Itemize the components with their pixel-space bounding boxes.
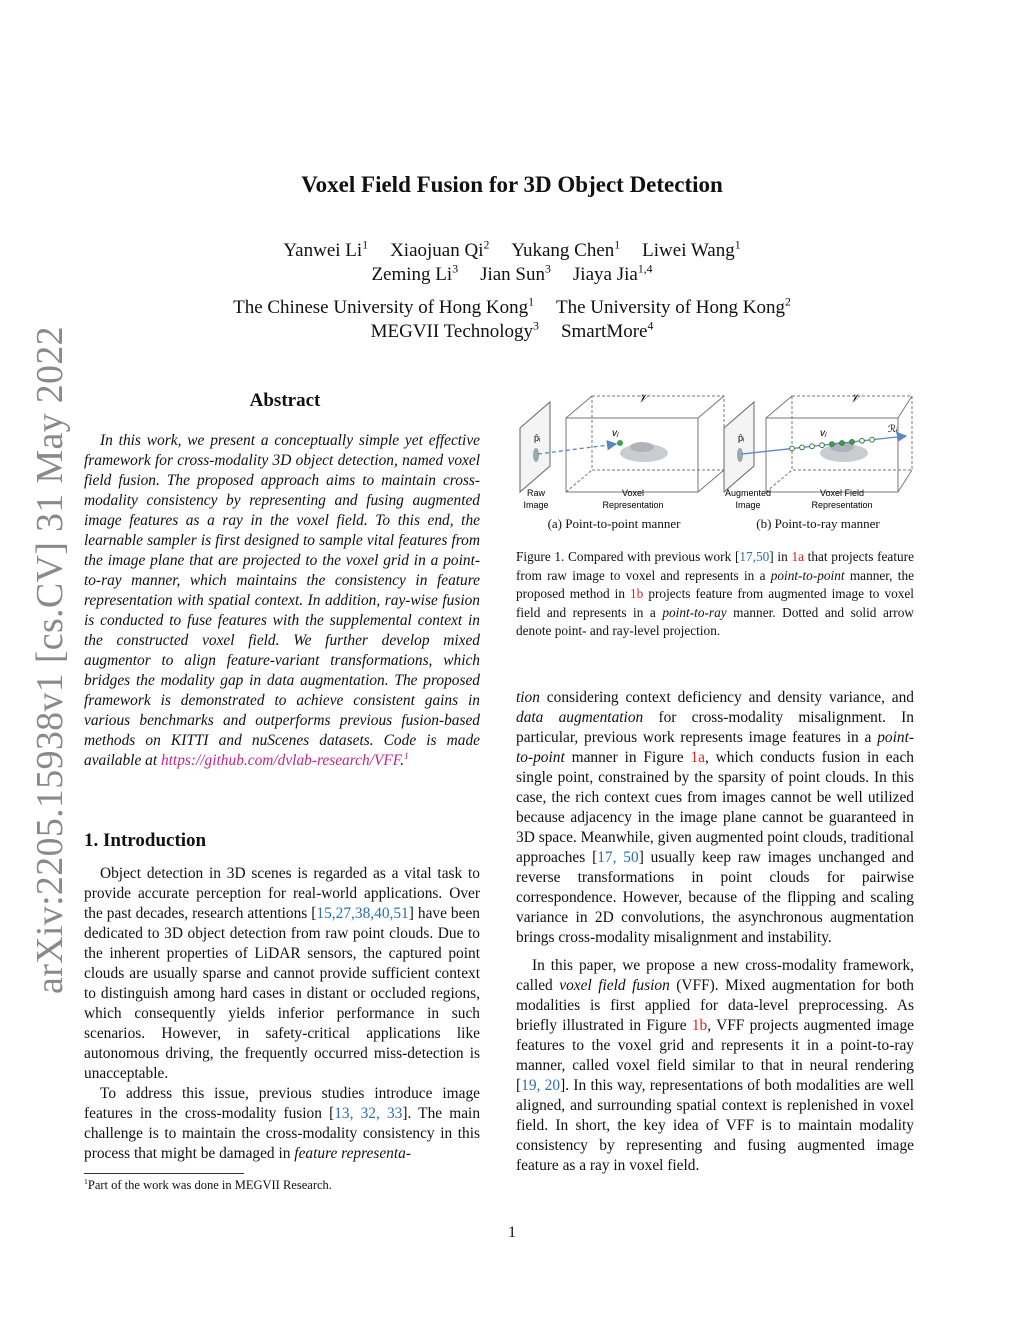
figure-ref-link[interactable]: 1a	[791, 549, 804, 564]
name-entry	[561, 321, 653, 342]
name-entry	[390, 240, 489, 261]
text-span: considering context deficiency and density variance, and	[539, 689, 914, 706]
text-span: In this paper, we propose a new cross-modality framework, called	[516, 957, 914, 994]
name-entry	[283, 240, 368, 261]
figure-caption	[516, 548, 914, 641]
paper-title: Voxel Field Fusion for 3D Object Detection	[301, 172, 723, 197]
affiliation-index: 1	[614, 238, 621, 252]
page-number: 1	[508, 1224, 516, 1241]
italic-span: point-to-ray	[662, 604, 727, 620]
text-span: ] have been dedicated to 3D object detection from raw point clouds. Due to the inherent properties of LiDAR sensors, the captured point clouds are usually sparse and cannot provide sufficient context to distinguish among hard cases in distant or occluded regions, which consequently yields inferior performance in such scenarios. However, in safety-critical applications like autonomous driving, the frequently occurred miss-detection is unacceptable.	[84, 905, 480, 1082]
italic-span: feature representa-	[294, 1145, 411, 1162]
citation-link[interactable]: 17,50	[739, 549, 770, 564]
text-span: ] usually keep raw images unchanged and reverse transformations in point clouds for pairwise correspondence. However, because of the flipping and scaling variance in 2D convolutions, the asynchronous augmentation brings cross-modality misalignment and instability.	[516, 849, 914, 946]
panel-a-diagram	[520, 392, 724, 510]
name-text: Xiaojuan Qi	[390, 240, 484, 261]
panel-b-diagram	[724, 392, 912, 510]
text-span: To address this issue, previous studies introduce image features in the cross-modality fusion [	[84, 1085, 480, 1122]
affiliation-index: 4	[647, 319, 654, 333]
affiliation-index: 3	[533, 319, 539, 333]
augmented-label: Augmented	[724, 488, 772, 498]
text-span: ]. The main challenge is to maintain the cross-modality consistency in this process that might be damaged in	[84, 1105, 481, 1162]
text-span: manner. Dotted and solid arrow denote point- and ray-level projection.	[516, 604, 914, 639]
affiliation-index: 1	[528, 295, 534, 309]
name-text: Jiaya Jia	[572, 264, 638, 285]
affiliation-index: 1	[734, 238, 741, 252]
affiliations-line-2	[0, 321, 1024, 343]
affiliation-index: 2	[483, 238, 490, 252]
affiliation-index: 2	[785, 295, 791, 309]
code-link[interactable]: https://github.com/dvlab-research/VFF	[160, 752, 401, 769]
name-text: SmartMore	[560, 321, 648, 342]
affiliation-index: 3	[452, 262, 459, 276]
intro-body	[84, 864, 480, 1164]
text-span: , which conducts fusion in each single point, constrained by the sparsity of point clouds. In this case, the rich context cues from images cannot be well utilized because adjacency in the image plane cannot be guaranteed in 3D space. Meanwhile, given augmented point clouds, traditional approaches [	[516, 749, 914, 866]
image-label: Image	[523, 500, 549, 510]
figure-ref-link[interactable]: 1b	[691, 1017, 708, 1034]
affiliation-index: 3	[545, 262, 551, 276]
right-column-body	[516, 688, 914, 1176]
car-roof	[630, 442, 654, 452]
name-entry	[480, 264, 551, 285]
name-text: The University of Hong Kong	[555, 297, 785, 318]
section-heading-introduction: 1. Introduction	[84, 830, 207, 851]
text-span: manner in Figure	[564, 749, 691, 766]
ray-symbol: ℛᵢ	[888, 424, 898, 435]
name-entry	[556, 297, 791, 318]
italic-span: point-to-point	[770, 567, 845, 583]
citation-link[interactable]: 19, 20	[521, 1077, 561, 1094]
text-span: ] in	[769, 549, 792, 564]
image-plane	[520, 402, 550, 492]
right-paragraph-1	[516, 688, 914, 948]
text-span: for cross-modality misalignment. In particular, previous work represents image features in a	[516, 709, 914, 746]
arxiv-id: arXiv:2205.15938v1 [cs.CV] 31 May 2022	[29, 326, 71, 994]
voxel-set-symbol: 𝒱	[850, 392, 860, 405]
text-span: Figure 1. Compared with previous work [	[516, 549, 740, 564]
figure-ref-link[interactable]: 1a	[690, 749, 705, 766]
voxel-symbol: vⱼ	[820, 428, 827, 439]
text-span: that projects feature from raw image to voxel and represents in a	[516, 549, 914, 583]
ray-point	[810, 444, 815, 449]
citation-link[interactable]: 17, 50	[597, 849, 639, 866]
subcaption-a: (a) Point-to-point manner	[547, 516, 681, 531]
name-text: Liwei Wang	[642, 240, 735, 261]
ray-point	[830, 442, 835, 447]
abstract-link-suffix: .	[400, 752, 405, 769]
ray-point	[790, 446, 795, 451]
figure-ref-link[interactable]: 1b	[630, 586, 644, 602]
text-span: ]. In this way, representations of both modalities are well aligned, and surrounding spatial context is replenished in voxel field. In short, the key idea of VFF is to maintain modality consistency by representing and fusing augmented image feature as a ray in voxel field.	[516, 1077, 914, 1174]
name-text: Jian Sun	[480, 264, 546, 285]
abstract-text: In this work, we present a conceptually simple yet effective framework for cross-modality 3D object detection, named voxel field fusion. The proposed approach aims to maintain cross-modality consistency by representing and fusing augmented image features as a ray in the voxel field. To this end, the learnable sampler is first designed to sample vital features from the image plane that are projected to the voxel grid in a point-to-ray manner, which maintains the consistency in feature representation with spatial context. In addition, ray-wise fusion is conducted to fuse features with the supplemental context in the constructed voxel field. We further develop mixed augmentor to align feature-variant transformations, which bridges the modality gap in data augmentation. The proposed framework is demonstrated to achieve consistent gains in various benchmarks and outperforms previous fusion-based methods on KITTI and nuScenes datasets. Code is made available at	[84, 432, 480, 769]
text-span: Object detection in 3D scenes is regarded as a vital task to provide accurate perception for real-world applications. Over the past decades, research attentions [	[84, 865, 480, 922]
text-span: manner, the proposed method in	[516, 567, 914, 602]
italic-span: data augmentation	[516, 709, 644, 726]
intro-paragraph-2	[84, 1084, 480, 1164]
footnote-text: Part of the work was done in MEGVII Research.	[87, 1178, 332, 1192]
image-object	[533, 448, 539, 462]
ray-point	[800, 445, 805, 450]
footnote	[84, 1178, 332, 1193]
name-entry	[511, 240, 620, 261]
name-entry	[371, 321, 539, 342]
voxel-label: Voxel	[621, 488, 645, 498]
italic-span: tion	[516, 689, 540, 706]
abstract-body	[84, 431, 480, 771]
representation-label: Representation	[602, 500, 664, 510]
affiliation-index: 1	[362, 238, 369, 252]
authors-line-2	[0, 264, 1024, 286]
ray-point	[840, 441, 845, 446]
voxel-set-symbol: 𝒱	[638, 392, 648, 405]
voxel-point	[617, 440, 623, 446]
ray-point	[850, 440, 855, 445]
ray-point	[820, 443, 825, 448]
italic-span: point-to-point	[516, 729, 914, 766]
affiliation-index: 1,4	[637, 262, 653, 276]
arxiv-stamp	[20, 326, 80, 994]
image-label: Image	[735, 500, 761, 510]
voxel-field-label: Voxel Field	[819, 488, 865, 498]
image-object	[737, 448, 743, 462]
pixel-symbol: p̂ᵢ	[534, 433, 541, 443]
name-text: Zeming Li	[371, 264, 453, 285]
pixel-symbol: p̂ᵢ	[738, 433, 745, 443]
voxel-symbol: vⱼ	[612, 428, 619, 439]
ray-point	[870, 437, 875, 442]
raw-label: Raw	[526, 488, 546, 498]
footnote-mark: 1	[404, 750, 409, 762]
name-entry	[642, 240, 740, 261]
name-text: Yukang Chen	[511, 240, 615, 261]
citation-link[interactable]: 13, 32, 33	[334, 1105, 403, 1122]
abstract-heading: Abstract	[249, 390, 321, 411]
name-text: The Chinese University of Hong Kong	[233, 297, 529, 318]
text-span: (VFF). Mixed augmentation for both modalities is first applied for data-level preprocessing. As briefly illustrated in Figure	[516, 977, 914, 1034]
citation-link[interactable]: 15,27,38,40,51	[316, 905, 409, 922]
text-span: , VFF projects augmented image features to the voxel grid and represents it in a point-to-ray manner, called voxel field similar to that in neural rendering [	[516, 1017, 914, 1094]
name-entry	[573, 264, 653, 285]
subcaption-b: (b) Point-to-ray manner	[756, 516, 880, 531]
authors-line-1	[0, 240, 1024, 262]
footnote-rule	[84, 1173, 244, 1174]
name-text: MEGVII Technology	[370, 321, 534, 342]
footnote-number: 1	[84, 1176, 88, 1186]
intro-paragraph-1	[84, 864, 480, 1084]
name-entry	[233, 297, 534, 318]
italic-span: voxel field fusion	[559, 977, 670, 994]
representation-label: Representation	[811, 500, 873, 510]
affiliations-line-1	[0, 297, 1024, 319]
ray-point	[860, 438, 865, 443]
name-text: Yanwei Li	[283, 240, 363, 261]
text-span: projects feature from augmented image to voxel field and represents in a	[516, 586, 914, 620]
right-paragraph-2	[516, 956, 914, 1176]
name-entry	[371, 264, 458, 285]
image-plane	[724, 402, 754, 492]
